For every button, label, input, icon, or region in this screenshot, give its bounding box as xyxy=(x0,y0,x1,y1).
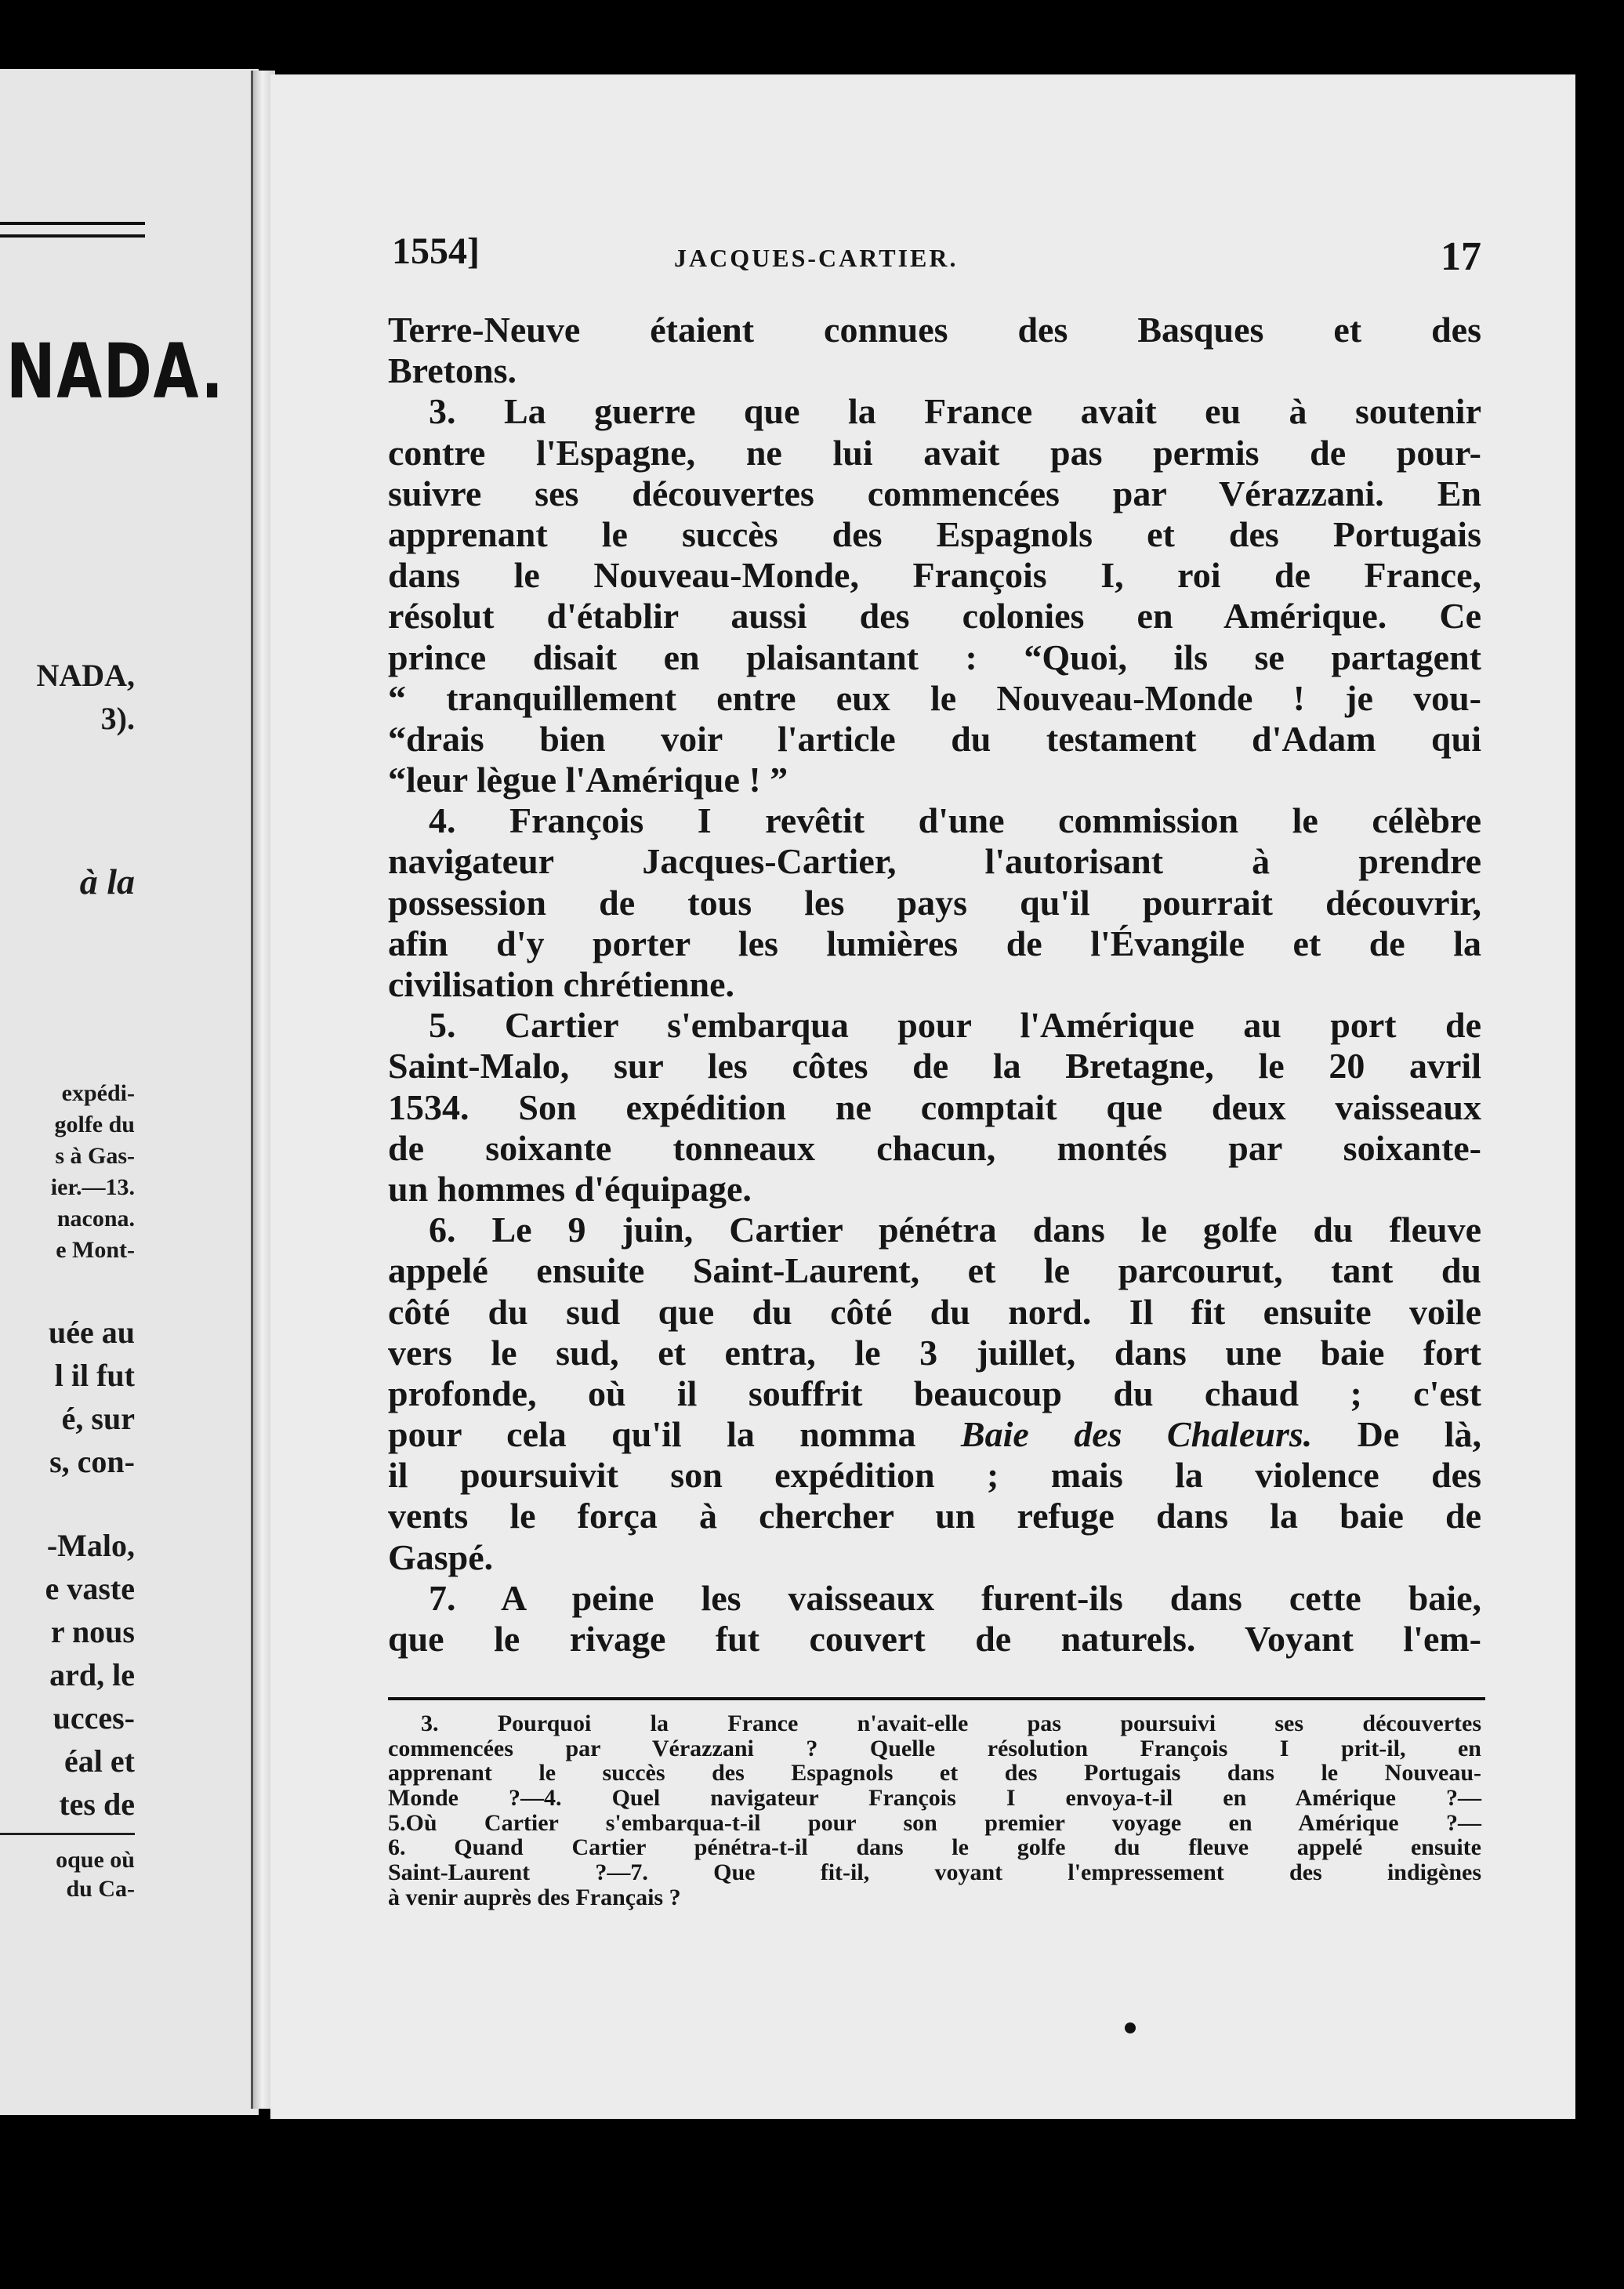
text-line: possession de tous les pays qu'il pourrait découvrir, xyxy=(388,882,1481,923)
footnote-line: à venir auprès des Français ? xyxy=(388,1884,681,1910)
text-line: civilisation chrétienne. xyxy=(388,964,735,1004)
footnote-line: Monde ?—4. Quel navigateur François I envoya-t-il en Amérique ?— xyxy=(388,1785,1481,1812)
text-line-with-italic xyxy=(388,1414,1481,1455)
text-line: il poursuivit son expédition ; mais la violence des xyxy=(388,1455,1481,1496)
text-line: afin d'y porter les lumières de l'Évangile et de la xyxy=(388,923,1481,963)
left-page-fragment: du Ca- xyxy=(66,1876,135,1902)
text-line: appelé ensuite Saint-Laurent, et le parcourut, tant du xyxy=(388,1250,1481,1291)
paragraph-6-start: 6. Le 9 juin, Cartier pénétra dans le golfe du fleuve xyxy=(429,1210,1481,1250)
text-line: de soixante tonneaux chacun, montés par soixante- xyxy=(388,1127,1481,1168)
text-line: prince disait en plaisantant : “Quoi, ils se partagent xyxy=(388,637,1481,677)
left-page-fragment: ucces- xyxy=(53,1700,135,1736)
left-page-fragment: uée au xyxy=(49,1315,135,1350)
text-line: 1534. Son expédition ne comptait que deux vaisseaux xyxy=(388,1086,1481,1127)
left-page-fragment: à la xyxy=(79,862,135,901)
left-page-fragment: tes de xyxy=(59,1787,135,1822)
left-page-fragment: e vaste xyxy=(45,1571,135,1606)
text-line: apprenant le succès des Espagnols et des Portugais xyxy=(388,513,1481,554)
left-page-fragment: s, con- xyxy=(49,1444,135,1479)
footnote-line: commencées par Vérazzani ? Quelle résolution François I prit-il, en xyxy=(388,1735,1481,1761)
previous-page-fragment xyxy=(0,69,259,2115)
left-page-fragment: é, sur xyxy=(61,1401,135,1436)
footnote-line: 5.Où Cartier s'embarqua-t-il pour son premier voyage en Amérique ?— xyxy=(388,1809,1481,1836)
footnote-line: 6. Quand Cartier pénétra-t-il dans le golfe du fleuve appelé ensuite xyxy=(388,1834,1481,1861)
paragraph-7-start: 7. A peine les vaisseaux furent-ils dans cette baie, xyxy=(429,1577,1481,1618)
left-page-fragment: golfe du xyxy=(54,1112,135,1137)
text-line: que le rivage fut couvert de naturels. Voyant l'em- xyxy=(388,1619,1481,1659)
text-line: dans le Nouveau-Monde, François I, roi de France, xyxy=(388,555,1481,596)
text-line: Saint-Malo, sur les côtes de la Bretagne, le 20 avril xyxy=(388,1046,1481,1086)
left-page-banner: NADA. xyxy=(6,328,225,415)
left-page-fragment: expédi- xyxy=(61,1080,135,1106)
footnote-rule xyxy=(0,1833,135,1835)
footnote-line: apprenant le succès des Espagnols et des Portugais dans le Nouveau- xyxy=(388,1760,1481,1787)
left-page-fragment: -Malo, xyxy=(46,1528,135,1563)
text-line: profonde, où il souffrit beaucoup du chaud ; c'est xyxy=(388,1373,1481,1413)
text-line: “drais bien voir l'article du testament d'Adam qui xyxy=(388,718,1481,759)
text-line: navigateur Jacques-Cartier, l'autorisant à prendre xyxy=(388,841,1481,882)
footnote-line: Saint-Laurent ?—7. Que fit-il, voyant l'empressement des indigènes xyxy=(388,1859,1481,1886)
page-number: 17 xyxy=(1441,234,1481,279)
text-line: “leur lègue l'Amérique ! ” xyxy=(388,760,788,800)
running-head-year: 1554] xyxy=(392,230,480,272)
text-line: vers le sud, et entra, le 3 juillet, dans une baie fort xyxy=(388,1332,1481,1373)
italic-place-name: Baie des Chaleurs. xyxy=(960,1414,1313,1455)
left-page-fragment: NADA, xyxy=(36,658,135,693)
ink-spot xyxy=(1125,2022,1136,2033)
text-line: Bretons. xyxy=(388,350,517,391)
left-page-fragment: oque où xyxy=(56,1847,135,1873)
running-head xyxy=(392,230,1481,285)
body-text xyxy=(388,310,1481,1660)
left-page-fragment: ier.—13. xyxy=(50,1174,135,1200)
text-line: “ tranquillement entre eux le Nouveau-Monde ! je vou- xyxy=(388,677,1481,718)
main-page xyxy=(270,74,1575,2119)
footnote-rule xyxy=(388,1697,1485,1700)
text-line: suivre ses découvertes commencées par Vérazzani. En xyxy=(388,473,1481,513)
text-segment: pour cela qu'il la nomma xyxy=(388,1414,916,1455)
paragraph-3-start: 3. La guerre que la France avait eu à soutenir xyxy=(429,391,1481,432)
decorative-rule xyxy=(0,222,145,238)
footnote-line: 3. Pourquoi la France n'avait-elle pas poursuivi ses découvertes xyxy=(421,1710,1481,1736)
left-page-fragment: 3). xyxy=(100,701,135,736)
text-line: vents le força à chercher un refuge dans la baie de xyxy=(388,1496,1481,1536)
left-page-fragment: r nous xyxy=(50,1614,135,1649)
text-line: un hommes d'équipage. xyxy=(388,1168,752,1209)
text-segment: De là, xyxy=(1357,1414,1481,1455)
left-page-fragment: ard, le xyxy=(49,1657,135,1692)
left-page-fragment: e Mont- xyxy=(56,1237,135,1263)
text-line: Terre-Neuve étaient connues des Basques et des xyxy=(388,310,1481,350)
text-line: côté du sud que du côté du nord. Il fit ensuite voile xyxy=(388,1291,1481,1332)
left-page-fragment: éal et xyxy=(64,1743,135,1779)
text-line: contre l'Espagne, ne lui avait pas permis de pour- xyxy=(388,432,1481,473)
text-line: résolut d'établir aussi des colonies en Amérique. Ce xyxy=(388,596,1481,637)
paragraph-4-start: 4. François I revêtit d'une commission le célèbre xyxy=(429,800,1481,841)
left-page-fragment: nacona. xyxy=(56,1206,135,1232)
running-head-title: JACQUES-CARTIER. xyxy=(674,244,959,272)
footnote-questions xyxy=(388,1711,1481,1910)
left-page-fragment: s à Gas- xyxy=(55,1143,135,1169)
text-line: Gaspé. xyxy=(388,1536,494,1577)
left-page-fragment: l il fut xyxy=(54,1358,135,1393)
paragraph-5-start: 5. Cartier s'embarqua pour l'Amérique au port de xyxy=(429,1005,1481,1046)
